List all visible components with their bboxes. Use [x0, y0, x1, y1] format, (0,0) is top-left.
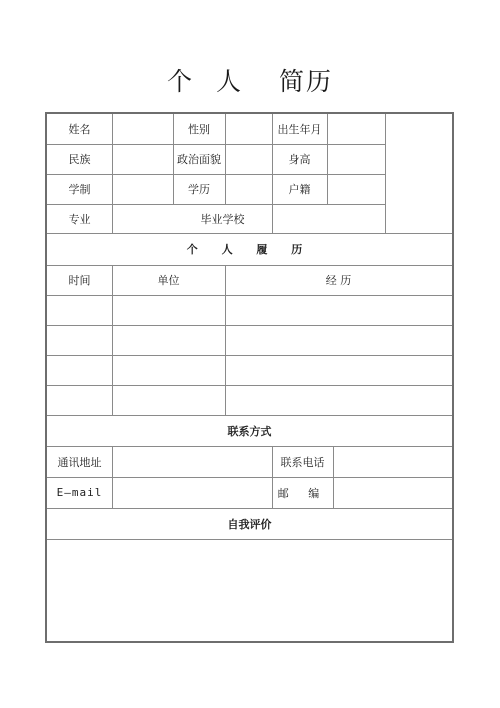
row-divider — [47, 385, 452, 386]
section-self-eval-heading: 自我评价 — [227, 517, 272, 531]
label-schooling: 学制 — [68, 183, 91, 196]
col-header-experience: 经 历 — [325, 274, 352, 287]
label-hukou: 户籍 — [288, 183, 311, 196]
label-major: 专业 — [68, 212, 91, 226]
resume-form — [45, 112, 454, 643]
label-education: 学历 — [188, 183, 210, 196]
section-history-heading: 个 人 履 历 — [186, 243, 313, 256]
label-name: 姓名 — [68, 123, 91, 136]
label-birth: 出生年月 — [277, 123, 322, 136]
row-divider — [47, 325, 452, 326]
col-header-time: 时间 — [68, 274, 91, 287]
label-school: 毕业学校 — [200, 212, 245, 226]
page-title: 个 人 简历 — [166, 67, 334, 96]
label-phone: 联系电话 — [280, 455, 325, 469]
row-divider — [47, 539, 452, 540]
col-header-unit: 单位 — [157, 274, 180, 287]
col-divider — [112, 114, 113, 233]
col-divider — [333, 446, 334, 508]
label-address: 通讯地址 — [57, 455, 102, 469]
label-postcode: 邮 编 — [277, 486, 328, 500]
section-contact-heading: 联系方式 — [227, 424, 272, 438]
label-political: 政治面貌 — [177, 153, 221, 166]
col-divider — [112, 446, 113, 508]
label-height: 身高 — [288, 153, 311, 166]
row-divider — [47, 355, 452, 356]
col-divider — [225, 114, 226, 204]
row-divider — [47, 295, 452, 296]
label-gender: 性别 — [188, 123, 210, 136]
col-divider — [327, 114, 328, 204]
photo-divider — [385, 114, 386, 233]
label-email: E—mail — [56, 486, 103, 499]
label-ethnicity: 民族 — [68, 153, 91, 166]
